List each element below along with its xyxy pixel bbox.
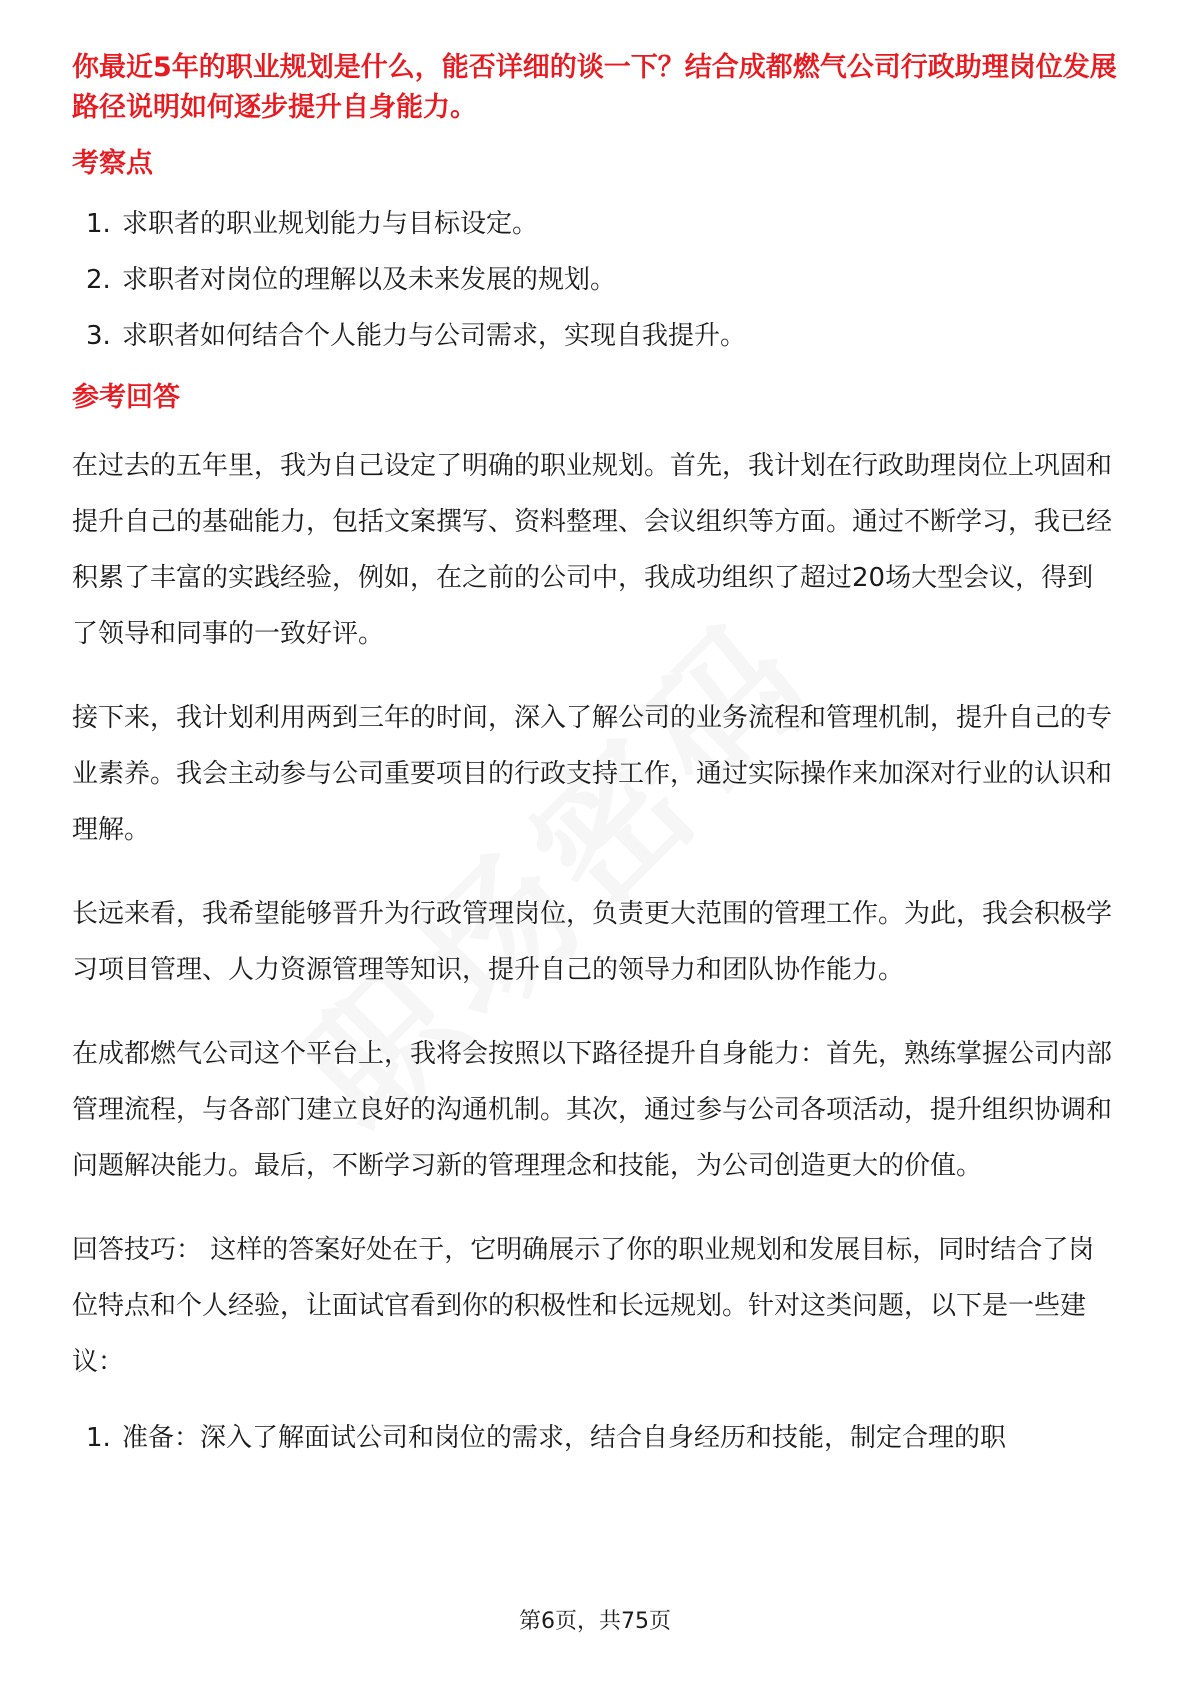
list-number: 3. [86, 321, 111, 351]
list-item [72, 260, 1118, 300]
page-footer: 第6页，共75页 [519, 1609, 671, 1634]
question-title: 你最近5年的职业规划是什么，能否详细的谈一下？结合成都燃气公司行政助理岗位发展路径说明如何逐步提升自身能力。 [72, 52, 1117, 123]
reference-heading: 参考回答 [72, 382, 180, 413]
paragraph: 长远来看，我希望能够晋升为行政管理岗位，负责更大范围的管理工作。为此，我会积极学习项目管理、人力资源管理等知识，提升自己的领导力和团队协作能力。 [72, 899, 1113, 985]
document-page [72, 48, 1118, 1458]
list-item [72, 316, 1118, 356]
list-text: 求职者如何结合个人能力与公司需求，实现自我提升。 [122, 321, 747, 351]
list-text: 求职者的职业规划能力与目标设定。 [122, 209, 539, 239]
tips-list [72, 1418, 1118, 1458]
paragraph: 在过去的五年里，我为自己设定了明确的职业规划。首先，我计划在行政助理岗位上巩固和提升自己的基础能力，包括文案撰写、资料整理、会议组织等方面。通过不断学习，我已经积累了丰富的实践经验，例如，在之前的公司中，我成功组织了超过20场大型会议，得到了领导和同事的一致好评。 [72, 451, 1113, 649]
list-item [72, 204, 1118, 244]
paragraph: 在成都燃气公司这个平台上，我将会按照以下路径提升自身能力：首先，熟练掌握公司内部管理流程，与各部门建立良好的沟通机制。其次，通过参与公司各项活动，提升组织协调和问题解决能力。最后，不断学习新的管理理念和技能，为公司创造更大的价值。 [72, 1039, 1113, 1181]
assessment-list [72, 204, 1118, 356]
list-text: 准备：深入了解面试公司和岗位的需求，结合自身经历和技能，制定合理的职 [122, 1423, 1007, 1453]
paragraph: 回答技巧： 这样的答案好处在于，它明确展示了你的职业规划和发展目标，同时结合了岗位特点和个人经验，让面试官看到你的积极性和长远规划。针对这类问题，以下是一些建议： [72, 1235, 1095, 1377]
list-number: 1. [86, 1423, 111, 1453]
list-item [72, 1418, 1118, 1458]
paragraph: 接下来，我计划利用两到三年的时间，深入了解公司的业务流程和管理机制，提升自己的专业素养。我会主动参与公司重要项目的行政支持工作，通过实际操作来加深对行业的认识和理解。 [72, 703, 1113, 845]
list-number: 1. [86, 209, 111, 239]
list-number: 2. [86, 265, 111, 295]
assessment-heading: 考察点 [72, 148, 153, 179]
list-text: 求职者对岗位的理解以及未来发展的规划。 [122, 265, 617, 295]
